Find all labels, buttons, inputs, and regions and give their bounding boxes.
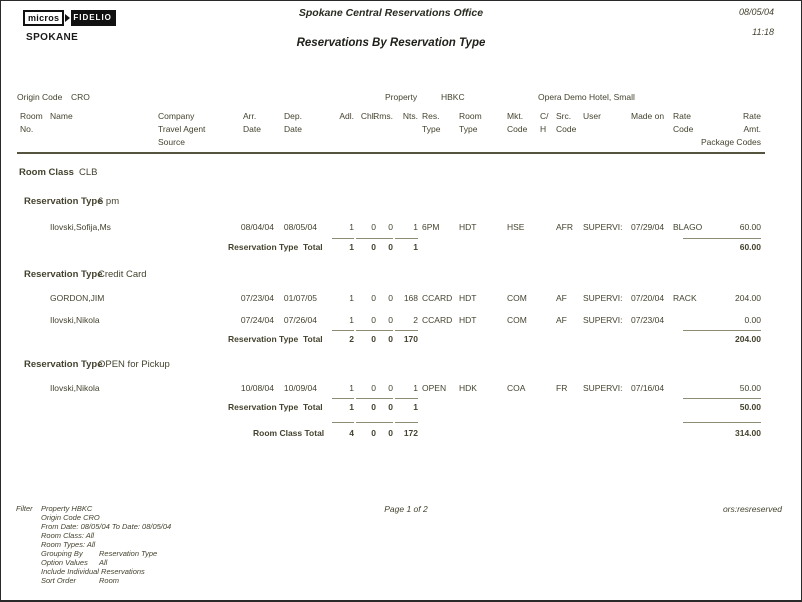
res-type: CCARD [422, 315, 453, 325]
col-ch: C/ [540, 111, 549, 121]
filter-line-text: Origin Code CRO [41, 513, 100, 522]
room-class-total-label: Room Class Total [253, 428, 325, 438]
filter-line-text: Sort Order [41, 576, 77, 585]
total-adults: 2 [349, 334, 354, 344]
rule-amt [683, 330, 761, 331]
rule-amt [683, 238, 761, 239]
col-chl: Chl. [360, 111, 376, 121]
arrival-date: 10/08/04 [240, 383, 274, 393]
room-class-value: CLB [79, 167, 98, 178]
report-time: 11:18 [752, 27, 774, 37]
mkt-code: COA [507, 383, 526, 393]
reservation-type-label: Reservation Type [24, 359, 103, 370]
src-code: FR [556, 383, 568, 393]
total-adults: 4 [349, 428, 354, 438]
children: 0 [371, 383, 376, 393]
filter-line [41, 522, 361, 531]
rooms: 0 [388, 383, 393, 393]
filter-label: Filter [16, 504, 33, 513]
filter-line [41, 531, 361, 540]
src-code: AF [556, 293, 567, 303]
children: 0 [371, 315, 376, 325]
property-name: Opera Demo Hotel, Small [538, 92, 635, 102]
total-rooms: 0 [388, 334, 393, 344]
reservation-row [1, 222, 801, 233]
rooms: 0 [388, 315, 393, 325]
col-src-code-2: Code [556, 124, 577, 134]
col-package-codes: Package Codes [700, 137, 761, 147]
filter-line [41, 549, 361, 558]
filter-line-text: Option Values [41, 558, 88, 567]
rooms: 0 [388, 222, 393, 232]
rule-amt [683, 422, 761, 423]
mkt-code: COM [507, 315, 527, 325]
total-children: 0 [371, 402, 376, 412]
col-adl: Adl. [339, 111, 354, 121]
filter-criteria [41, 504, 361, 585]
adults: 1 [349, 315, 354, 325]
rate-amt: 50.00 [739, 383, 761, 393]
room-type: HDT [459, 293, 477, 303]
col-arr-date: Date [243, 124, 261, 134]
col-arr: Arr. [243, 111, 257, 121]
filter-line-text: Room Types: All [41, 540, 96, 549]
mkt-code: HSE [507, 222, 525, 232]
rooms: 0 [388, 293, 393, 303]
col-user: User [583, 111, 601, 121]
departure-date: 01/07/05 [283, 293, 317, 303]
user: SUPERVI: [583, 293, 623, 303]
origin-code-value: CRO [71, 92, 90, 102]
reservation-type-line [1, 359, 801, 370]
total-amt: 204.00 [735, 334, 761, 344]
user: SUPERVI: [583, 222, 623, 232]
rule-nts [395, 330, 418, 331]
col-res-type-2: Type [422, 124, 441, 134]
rule-nts [395, 238, 418, 239]
report-office-title: Spokane Central Reservations Office [298, 7, 484, 19]
total-rooms: 0 [388, 402, 393, 412]
col-room-type-2: Type [459, 124, 478, 134]
user: SUPERVI: [583, 315, 623, 325]
rule-adl [332, 238, 354, 239]
total-amt: 60.00 [739, 242, 761, 252]
rule-rms [373, 422, 393, 423]
total-children: 0 [371, 428, 376, 438]
rule-adl [332, 398, 354, 399]
res-type: CCARD [422, 293, 453, 303]
room-type: HDK [459, 383, 477, 393]
res-type: 6PM [422, 222, 440, 232]
rate-amt: 204.00 [735, 293, 761, 303]
property-code: HBKC [441, 92, 465, 102]
total-children: 0 [371, 334, 376, 344]
col-ch-2: H [540, 124, 547, 134]
col-rms: Rms. [373, 111, 393, 121]
res-type: OPEN [422, 383, 447, 393]
report-id: ors:resreserved [722, 504, 782, 514]
arrival-date: 07/23/04 [240, 293, 274, 303]
filter-line-value: All [99, 558, 108, 567]
total-word: Total [303, 242, 323, 252]
rate-amt: 60.00 [739, 222, 761, 232]
reservation-type-total-row [1, 242, 801, 253]
nights: 168 [403, 293, 418, 303]
rule-rms [373, 398, 393, 399]
total-label: Reservation Type [228, 402, 299, 412]
rate-amt: 0.00 [744, 315, 761, 325]
room-class-line [1, 167, 801, 178]
col-rate-code: Rate [673, 111, 691, 121]
total-word: Total [303, 334, 323, 344]
col-travel-agent: Travel Agent [158, 124, 206, 134]
filter-line [41, 540, 361, 549]
departure-date: 08/05/04 [283, 222, 317, 232]
rate-code: RACK [673, 293, 697, 303]
total-nights: 1 [413, 402, 418, 412]
rule-amt [683, 398, 761, 399]
nights: 2 [413, 315, 418, 325]
total-adults: 1 [349, 242, 354, 252]
col-mkt-code: Mkt. [507, 111, 524, 121]
origin-code-label: Origin Code [17, 92, 63, 102]
adults: 1 [349, 222, 354, 232]
room-type: HDT [459, 315, 477, 325]
rule-rms [373, 330, 393, 331]
reservation-row [1, 315, 801, 326]
room-type: HDT [459, 222, 477, 232]
rule-nts [395, 398, 418, 399]
reservation-row [1, 383, 801, 394]
office-name: SPOKANE [26, 32, 79, 43]
col-rate-amt-2: Amt. [743, 124, 761, 134]
col-room: Room [20, 111, 43, 121]
room-class-label: Room Class [19, 167, 74, 178]
children: 0 [371, 293, 376, 303]
rule-adl [332, 422, 354, 423]
column-header-row-1 [1, 111, 801, 122]
departure-date: 07/26/04 [283, 315, 317, 325]
col-src-code: Src. [556, 111, 572, 121]
col-rate-amt: Rate [743, 111, 761, 121]
filter-line [41, 513, 361, 522]
rule-rms [373, 238, 393, 239]
column-header-row-2 [1, 124, 801, 135]
property-label: Property [385, 92, 418, 102]
reservation-type-total-row [1, 402, 801, 413]
made-on: 07/23/04 [631, 315, 665, 325]
total-label: Reservation Type [228, 242, 299, 252]
col-name: Name [50, 111, 73, 121]
made-on: 07/16/04 [631, 383, 665, 393]
col-dep-date: Date [284, 124, 302, 134]
total-label: Reservation Type [228, 334, 299, 344]
filter-line-text: Room Class: All [41, 531, 95, 540]
info-line [1, 92, 801, 103]
rule-nts [395, 422, 418, 423]
filter-line [41, 558, 361, 567]
guest-name: Ilovski,Nikola [50, 383, 100, 393]
header-rule [17, 152, 765, 154]
nights: 1 [413, 222, 418, 232]
made-on: 07/29/04 [631, 222, 665, 232]
src-code: AF [556, 315, 567, 325]
filter-line-text: From Date: 08/05/04 To Date: 08/05/04 [41, 522, 172, 531]
arrival-date: 08/04/04 [240, 222, 274, 232]
total-amt: 314.00 [735, 428, 761, 438]
col-mkt-code-2: Code [507, 124, 528, 134]
micros-logo-text: micros [23, 10, 64, 26]
filter-line-value: Reservation Type [99, 549, 158, 558]
reservation-type-label: Reservation Type [24, 196, 103, 207]
reservation-type-line [1, 269, 801, 280]
col-source: Source [158, 137, 185, 147]
departure-date: 10/09/04 [283, 383, 317, 393]
total-rooms: 0 [388, 428, 393, 438]
reservation-type-label: Reservation Type [24, 269, 103, 280]
reservation-type-line [1, 196, 801, 207]
col-room-2: No. [20, 124, 34, 134]
col-company: Company [158, 111, 195, 121]
col-nts: Nts. [402, 111, 418, 121]
total-nights: 1 [413, 242, 418, 252]
page-number: Page 1 of 2 [384, 504, 428, 514]
filter-line [41, 567, 361, 576]
rule-adl [332, 330, 354, 331]
nights: 1 [413, 383, 418, 393]
total-nights: 170 [403, 334, 418, 344]
filter-line-text: Property HBKC [41, 504, 93, 513]
filter-line-value: Room [99, 576, 120, 585]
guest-name: GORDON,JIM [50, 293, 105, 303]
total-children: 0 [371, 242, 376, 252]
filter-line-text: Grouping By [41, 549, 83, 558]
adults: 1 [349, 383, 354, 393]
total-adults: 1 [349, 402, 354, 412]
user: SUPERVI: [583, 383, 623, 393]
report-date: 08/05/04 [738, 7, 774, 17]
rate-code: BLAGO [673, 222, 703, 232]
guest-name: Ilovski,Nikola [50, 315, 100, 325]
made-on: 07/20/04 [631, 293, 665, 303]
reservation-row [1, 293, 801, 304]
column-header-row-3 [1, 137, 801, 148]
total-rooms: 0 [388, 242, 393, 252]
reservation-type-total-row [1, 334, 801, 345]
reservation-type-value: Credit Card [98, 269, 147, 280]
col-rate-code-2: Code [673, 124, 694, 134]
fidelio-logo-text: FIDELIO [71, 10, 116, 26]
total-word: Total [303, 402, 323, 412]
room-class-total-row [1, 428, 801, 439]
reservation-type-value: 6 pm [98, 196, 120, 207]
col-made-on: Made on [631, 111, 665, 121]
total-amt: 50.00 [739, 402, 761, 412]
adults: 1 [349, 293, 354, 303]
total-nights: 172 [403, 428, 418, 438]
col-room-type: Room [459, 111, 482, 121]
mkt-code: COM [507, 293, 527, 303]
guest-name: Ilovski,Sofija,Ms [50, 222, 111, 232]
report-title: Reservations By Reservation Type [296, 37, 486, 49]
filter-line-text: Include Individual Reservations [41, 567, 145, 576]
arrival-date: 07/24/04 [240, 315, 274, 325]
col-dep: Dep. [284, 111, 302, 121]
src-code: AFR [556, 222, 573, 232]
filter-line [41, 576, 361, 585]
reservation-type-value: OPEN for Pickup [98, 359, 170, 370]
col-res-type: Res. [422, 111, 440, 121]
children: 0 [371, 222, 376, 232]
